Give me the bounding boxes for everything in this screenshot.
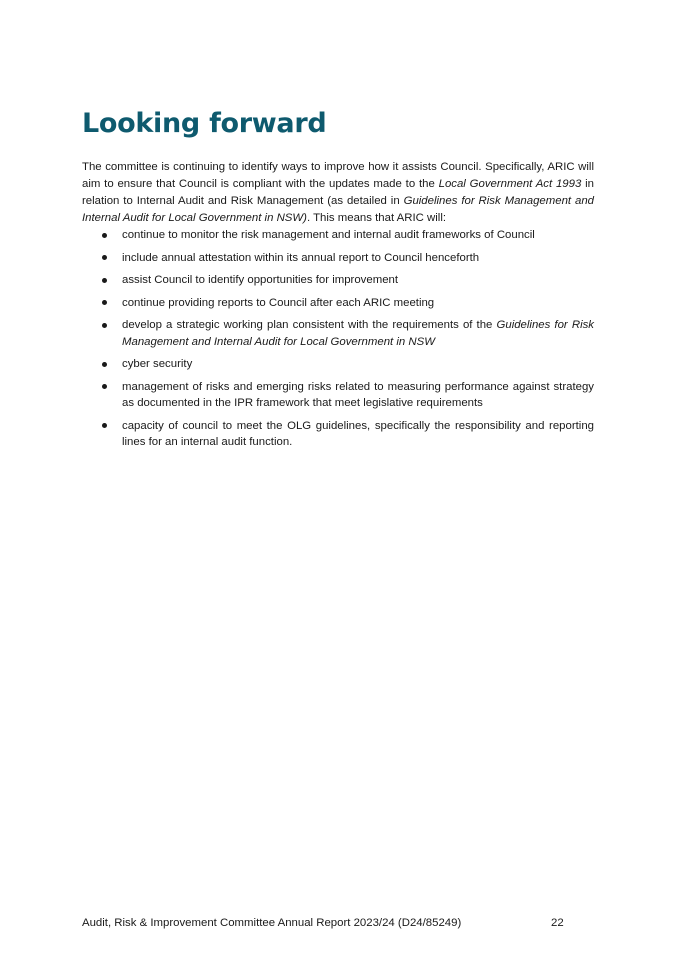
bullet-text: management of risks and emerging risks related to measuring performance against strategy as documented in the IPR framework that meet legislative requirements [122,380,594,409]
footer-title: Audit, Risk & Improvement Committee Annual Report 2023/24 (D24/85249) [82,917,462,929]
list-item [82,379,594,412]
bullet-icon [102,323,107,328]
list-item [82,317,594,350]
bullet-text: develop a strategic working plan consistent with the requirements of the [122,319,497,331]
bullet-icon [102,423,107,428]
intro-paragraph [82,159,594,227]
bullet-italic-text: Guidelines for Risk Management and Internal Audit for Local Government in NSW [122,319,594,348]
bullet-text: include annual attestation within its annual report to Council henceforth [122,251,480,264]
bullet-text: cyber security [122,358,193,370]
bullet-text: continue providing reports to Council after each ARIC meeting [122,296,435,309]
bullet-text: continue to monitor the risk management and internal audit frameworks of Council [122,229,535,241]
list-item [82,295,594,312]
intro-text-part3: . This means that ARIC will: [306,212,447,224]
bullet-icon [102,362,107,367]
bullet-list [82,227,594,457]
bullet-text: assist Council to identify opportunities for improvement [122,274,399,286]
bullet-icon [102,384,107,389]
bullet-text: capacity of council to meet the OLG guidelines, specifically the responsibility and reporting lines for an internal audit function. [122,419,594,448]
bullet-icon [102,278,107,283]
intro-text-part2: in relation to Internal Audit and Risk Management (as detailed in [82,178,595,207]
page-heading: Looking forward [82,108,327,139]
intro-text-part1: The committee is continuing to identify ways to improve how it assists Council. Specifically, ARIC will aim to ensure that Council is compliant with the updates made to the [82,161,594,190]
intro-act-reference: Local Government Act 1993 [438,178,582,190]
list-item [82,272,594,289]
list-item [82,356,594,373]
intro-guidelines-reference: Guidelines for Risk Management and Internal Audit for Local Government in NSW) [82,195,594,224]
bullet-icon [102,233,107,238]
list-item [82,227,594,244]
list-item [82,418,594,451]
page-number: 22 [551,917,564,929]
list-item [82,250,594,267]
bullet-icon [102,255,107,260]
bullet-icon [102,300,107,305]
